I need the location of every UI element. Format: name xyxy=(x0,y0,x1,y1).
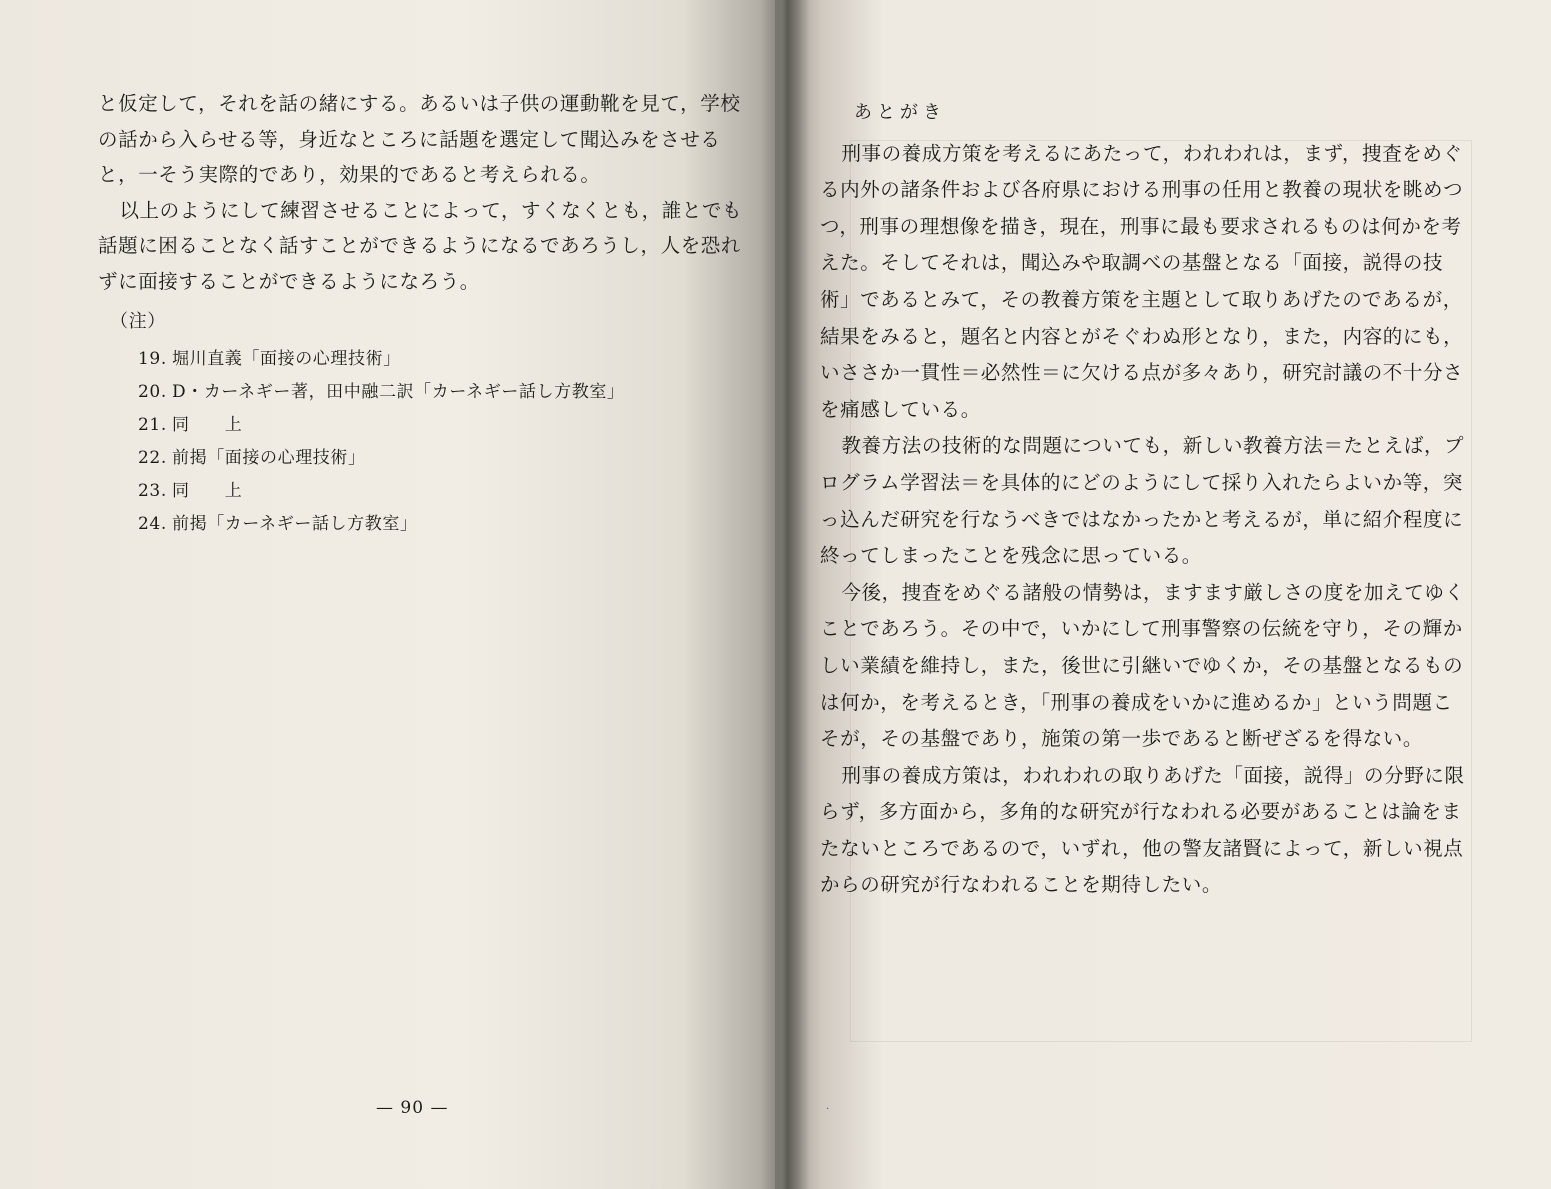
note-number: 22. xyxy=(138,448,167,468)
notes-list xyxy=(138,343,748,541)
page-number: — 90 — xyxy=(376,1098,449,1118)
afterword-title: あとがき xyxy=(854,102,946,123)
note-number: 19. xyxy=(138,349,167,369)
afterword-paragraph: 刑事の養成方策は，われわれの取りあげた「面接，説得」の分野に限らず，多方面から，多角的な研究が行なわれる必要があることは論をまたないところであるので，いずれ，他の警友諸賢によって，新しい視点からの研究が行なわれることを期待したい。 xyxy=(820,763,1465,897)
note-text: 同 上 xyxy=(172,415,243,435)
afterword-paragraph: 教養方法の技術的な問題についても，新しい教養方法＝たとえば，プログラム学習法＝を具体的にどのようにして採り入れたらよいか等，突っ込んだ研究を行なうべきではなかったかと考えるが，単に紹介程度に終ってしまったことを残念に思っている。 xyxy=(820,434,1465,568)
note-item xyxy=(138,409,748,442)
note-text: D・カーネギー著，田中融二訳「カーネギー話し方教室」 xyxy=(172,382,625,402)
left-page-body xyxy=(98,86,748,541)
note-item xyxy=(138,343,748,376)
afterword-paragraph: 刑事の養成方策を考えるにあたって，われわれは，まず，捜査をめぐる内外の諸条件および各府県における刑事の任用と教養の現状を眺めつつ，刑事の理想像を描き，現在，刑事に最も要求されるものは何かを考えた。そしてそれは，聞込みや取調べの基盤となる「面接，説得の技術」であるとみて，その教養方策を主題として取りあげたのであるが，結果をみると，題名と内容とがそぐわぬ形となり，また，内容的にも，いささか一貫性＝必然性＝に欠ける点が多々あり，研究討議の不十分さを痛感している。 xyxy=(820,141,1464,421)
continuation-paragraph: と仮定して，それを話の緒にする。あるいは子供の運動靴を見て，学校の話から入らせる等，身近なところに話題を選定して聞込みをさせると，一そう実際的であり，効果的であると考えられる。 xyxy=(98,92,741,186)
notes-heading: （注） xyxy=(110,311,166,332)
note-text: 前掲「面接の心理技術」 xyxy=(172,448,366,468)
note-number: 20. xyxy=(138,382,167,402)
note-text: 前掲「カーネギー話し方教室」 xyxy=(172,514,418,534)
note-item xyxy=(138,442,748,475)
right-page-body xyxy=(820,95,1468,904)
note-text: 同 上 xyxy=(172,481,243,501)
note-number: 23. xyxy=(138,481,167,501)
note-number: 21. xyxy=(138,415,167,435)
note-number: 24. xyxy=(138,514,167,534)
note-item xyxy=(138,508,748,541)
print-speck: · xyxy=(826,1104,830,1115)
note-item xyxy=(138,376,748,409)
afterword-paragraph: 今後，捜査をめぐる諸般の情勢は，ますます厳しさの度を加えてゆくことであろう。その中で，いかにして刑事警察の伝統を守り，その輝かしい業績を維持し，また，後世に引継いでゆくか，その基盤となるものは何か，を考えるとき，「刑事の養成をいかに進めるか」という問題こそが，その基盤であり，施策の第一歩であると断ぜざるを得ない。 xyxy=(820,580,1465,751)
note-item xyxy=(138,475,748,508)
book-gutter-shadow xyxy=(760,0,810,1189)
body-paragraph: 以上のようにして練習させることによって，すくなくとも，誰とでも話題に困ることなく話すことができるようになるであろうし，人を恐れずに面接することができるようになろう。 xyxy=(98,198,743,293)
note-text: 堀川直義「面接の心理技術」 xyxy=(172,349,401,369)
